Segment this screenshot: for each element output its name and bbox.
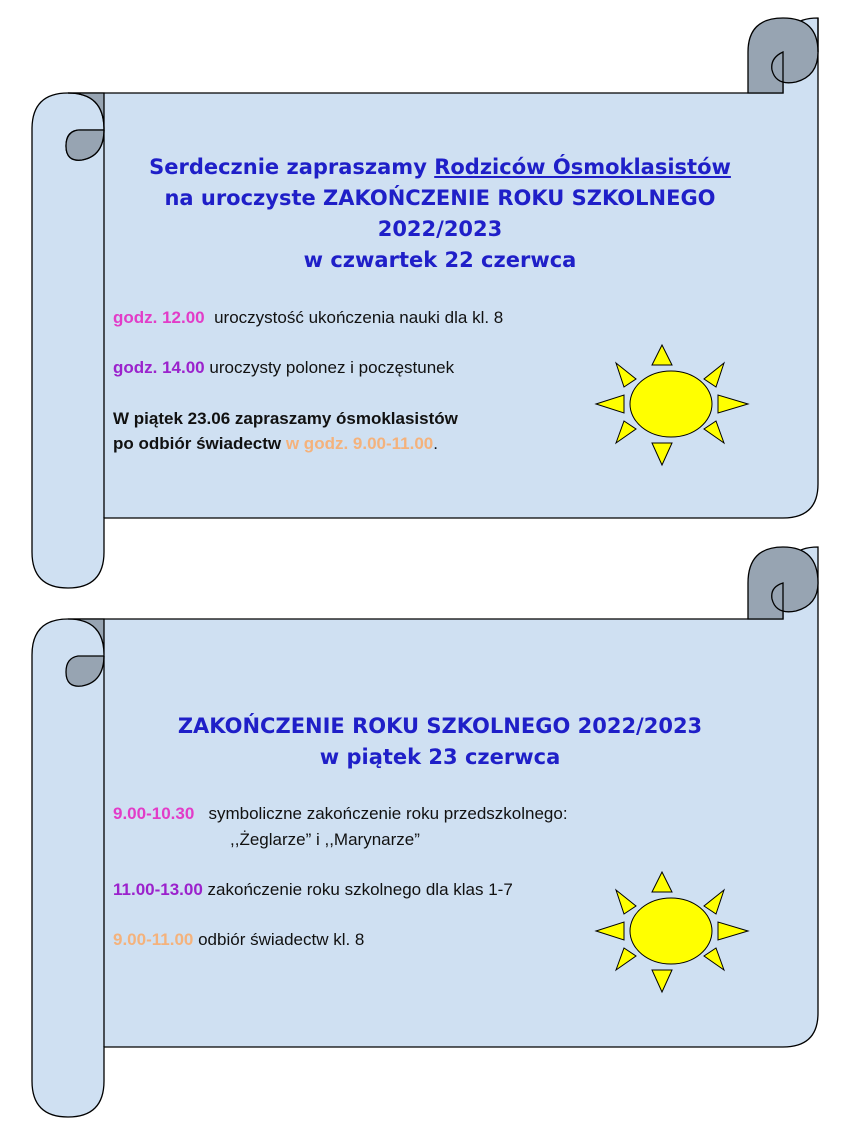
- sun-icon: [594, 343, 750, 467]
- section1-item-2: godz. 14.00 uroczysty polonez i poczęstunek: [113, 358, 455, 377]
- sun-icon: [594, 870, 750, 994]
- section1-item-2-time: godz. 14.00: [113, 358, 205, 377]
- section2-item-1-cont: ,,Żeglarze” i ,,Marynarze”: [230, 830, 420, 849]
- section1-title-underlined: Rodziców Ósmoklasistów: [434, 155, 731, 179]
- scroll-sheet: [32, 547, 818, 1117]
- section2-item-1-time: 9.00-10.30: [113, 804, 195, 823]
- section1-note: W piątek 23.06 zapraszamy ósmoklasistów po odbiór świadectw w godz. 9.00-11.00.: [113, 409, 458, 453]
- section2-item-1: 9.00-10.30 symboliczne zakończenie roku przedszkolnego:: [113, 804, 568, 823]
- section2-title: ZAKOŃCZENIE ROKU SZKOLNEGO 2022/2023 w piątek 23 czerwca: [177, 714, 703, 769]
- section2-item-3: 9.00-11.00 odbiór świadectw kl. 8: [113, 930, 365, 949]
- section2-item-3-time: 9.00-11.00: [113, 930, 194, 949]
- section2-item-2: 11.00-13.00 zakończenie roku szkolnego dla klas 1-7: [113, 880, 513, 899]
- scroll-sheet: [32, 18, 818, 588]
- section1-item-1: godz. 12.00 uroczystość ukończenia nauki dla kl. 8: [113, 308, 504, 327]
- scroll-banner-2: [0, 545, 851, 1135]
- section1-title: Serdecznie zapraszamy Rodziców Ósmoklasistów na uroczyste ZAKOŃCZENIE ROKU SZKOLNEGO 2022/2023 w czwartek 22 czerwca: [149, 155, 731, 272]
- section2-item-2-time: 11.00-13.00: [113, 880, 203, 899]
- invitation-scroll-2: [0, 545, 851, 1135]
- section1-item-1-time: godz. 12.00: [113, 308, 205, 327]
- section1-note-time: w godz. 9.00-11.00: [285, 434, 434, 453]
